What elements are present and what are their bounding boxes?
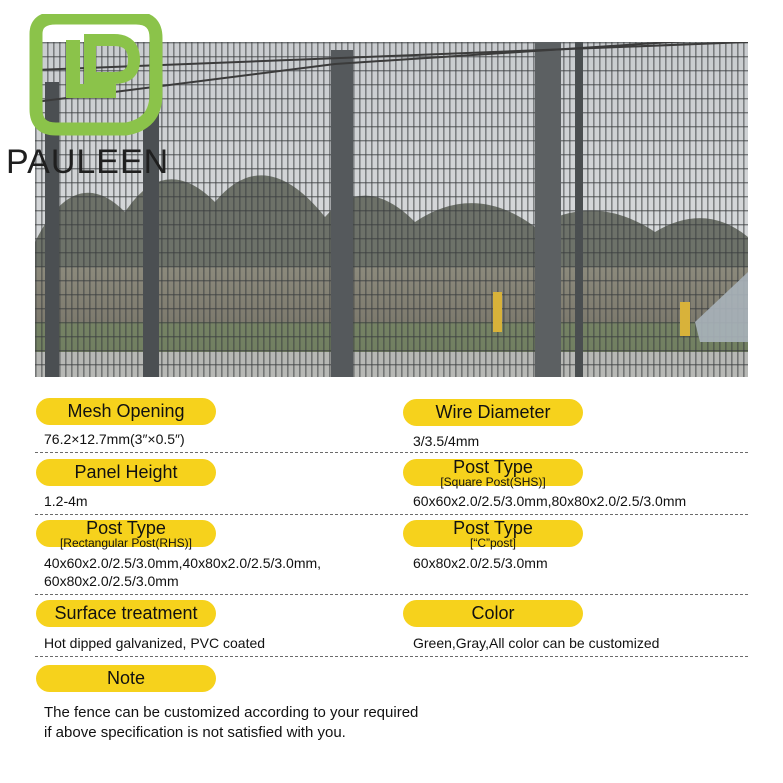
- mesh-opening-value: 76.2×12.7mm(3″×0.5″): [44, 431, 185, 447]
- panel-height-value: 1.2-4m: [44, 493, 88, 509]
- post-rhs-label: [36, 517, 216, 550]
- post-rhs-value-line2: 60x80x2.0/2.5/3.0mm: [44, 573, 179, 589]
- note-label: Note: [36, 665, 216, 692]
- mesh-opening-label: Mesh Opening: [36, 398, 216, 425]
- note-line1: The fence can be customized according to your required: [44, 704, 419, 721]
- separator: [35, 452, 748, 453]
- separator: [35, 594, 748, 595]
- color-label: Color: [403, 600, 583, 627]
- wire-diameter-value: 3/3.5/4mm: [413, 433, 480, 449]
- post-rhs-subtitle: [Rectangular Post(RHS)]: [59, 535, 193, 550]
- post-shs-label: [403, 456, 583, 489]
- post-shs-value: 60x60x2.0/2.5/3.0mm,80x80x2.0/2.5/3.0mm: [413, 493, 687, 509]
- panel-height-label: Panel Height: [36, 459, 216, 486]
- wire-diameter-label: Wire Diameter: [403, 399, 583, 426]
- post-c-value: 60x80x2.0/2.5/3.0mm: [413, 555, 548, 571]
- brand-name: PAULEEN: [6, 143, 170, 181]
- post-shs-subtitle: [Square Post(SHS)]: [440, 474, 546, 489]
- separator: [35, 514, 748, 515]
- note-line2: if above specification is not satisfied with you.: [44, 724, 346, 741]
- post-c-title: Post Type: [453, 517, 533, 538]
- separator: [35, 656, 748, 657]
- post-c-label: [403, 517, 583, 550]
- post-rhs-value-line1: 40x60x2.0/2.5/3.0mm,40x80x2.0/2.5/3.0mm,: [44, 555, 322, 571]
- post-c-subtitle: [“C”post]: [469, 535, 516, 550]
- surface-treatment-label: Surface treatment: [36, 600, 216, 627]
- color-value: Green,Gray,All color can be customized: [413, 635, 660, 651]
- post-shs-title: Post Type: [453, 456, 533, 477]
- surface-treatment-value: Hot dipped galvanized, PVC coated: [44, 635, 266, 651]
- post-rhs-title: Post Type: [86, 517, 166, 538]
